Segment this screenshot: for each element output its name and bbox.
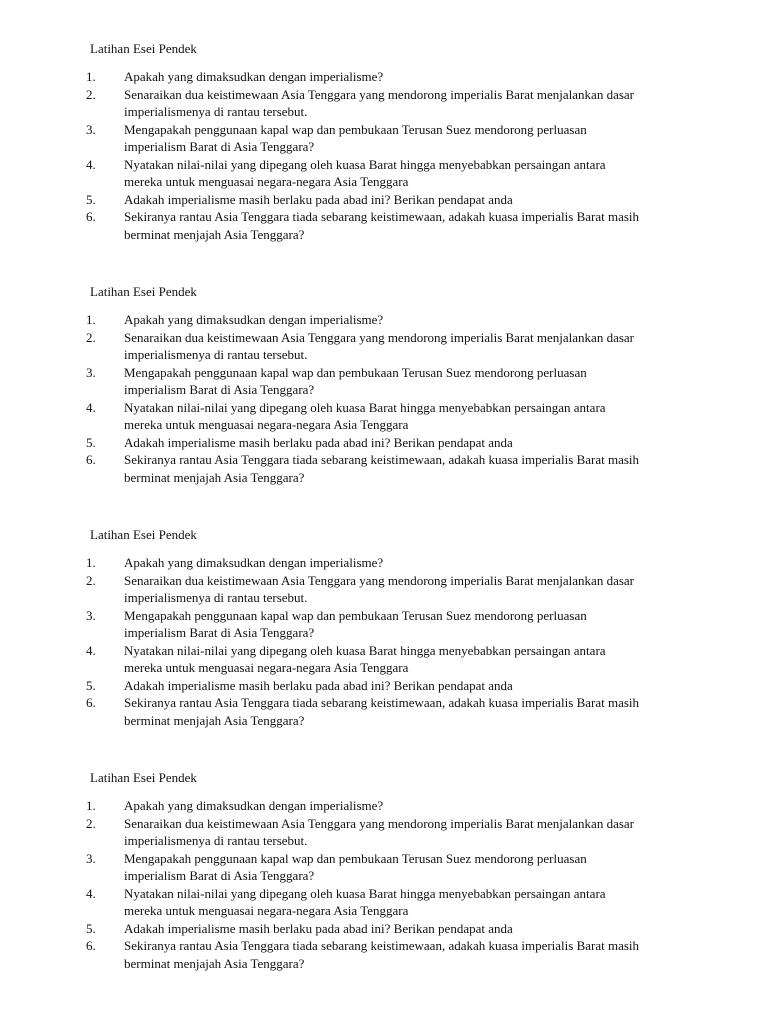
- question-item: [0, 121, 684, 156]
- question-text-line: Apakah yang dimaksudkan dengan imperialisme?: [124, 555, 384, 570]
- question-text-line: mereka untuk menguasai negara-negara Asia Tenggara: [124, 174, 409, 189]
- question-text-line: Senaraikan dua keistimewaan Asia Tenggara yang mendorong imperialis Barat menjalankan dasar: [124, 86, 635, 102]
- question-number: 1.: [86, 555, 96, 570]
- question-text-line: Sekiranya rantau Asia Tenggara tiada sebarang keistimewaan, adakah kuasa imperialis Barat masih: [124, 695, 640, 710]
- question-text-line: berminat menjajah Asia Tenggara?: [124, 226, 305, 242]
- question-item: [0, 572, 684, 607]
- question-text-line: Nyatakan nilai-nilai yang dipegang oleh kuasa Barat hingga menyebabkan persaingan antara: [124, 642, 606, 658]
- question-item: [0, 694, 684, 729]
- question-text-line: Adakah imperialisme masih berlaku pada abad ini? Berikan pendapat anda: [124, 434, 513, 450]
- question-text-line: imperialism Barat di Asia Tenggara?: [124, 139, 315, 154]
- question-item: [0, 86, 684, 121]
- question-number: 1.: [86, 69, 96, 84]
- question-number: 3.: [86, 850, 96, 866]
- question-text-line: imperialism Barat di Asia Tenggara?: [124, 382, 315, 397]
- question-text-line: Apakah yang dimaksudkan dengan imperialisme?: [124, 798, 384, 813]
- question-text-line: Apakah yang dimaksudkan dengan imperialisme?: [124, 69, 384, 84]
- question-text-line: Sekiranya rantau Asia Tenggara tiada sebarang keistimewaan, adakah kuasa imperialis Barat masih: [124, 452, 640, 467]
- question-text-line: imperialismenya di rantau tersebut.: [124, 833, 308, 848]
- question-text-line: berminat menjajah Asia Tenggara?: [124, 469, 305, 485]
- question-item: [0, 937, 684, 972]
- question-text-line: Senaraikan dua keistimewaan Asia Tenggara yang mendorong imperialis Barat menjalankan dasar: [124, 329, 635, 345]
- question-text-line: Nyatakan nilai-nilai yang dipegang oleh kuasa Barat hingga menyebabkan persaingan antara: [124, 399, 606, 415]
- question-text-line: berminat menjajah Asia Tenggara?: [124, 955, 305, 971]
- question-number: 6.: [86, 452, 96, 467]
- section-title: Latihan Esei Pendek: [90, 527, 197, 542]
- question-item: [0, 156, 684, 191]
- question-item: [0, 451, 684, 486]
- question-text-line: Adakah imperialisme masih berlaku pada abad ini? Berikan pendapat anda: [124, 191, 513, 207]
- question-number: 2.: [86, 329, 96, 345]
- question-item: [0, 399, 684, 434]
- question-list: [0, 797, 768, 972]
- question-text-line: mereka untuk menguasai negara-negara Asia Tenggara: [124, 903, 409, 918]
- question-list: [0, 554, 768, 729]
- section-title: Latihan Esei Pendek: [90, 41, 197, 56]
- question-item: [0, 311, 684, 329]
- question-text-line: imperialismenya di rantau tersebut.: [124, 590, 308, 605]
- question-text-line: Mengapakah penggunaan kapal wap dan pembukaan Terusan Suez mendorong perluasan: [124, 607, 587, 623]
- question-number: 6.: [86, 938, 96, 953]
- question-number: 5.: [86, 434, 96, 450]
- question-item: [0, 208, 684, 243]
- question-item: [0, 815, 684, 850]
- question-text-line: Adakah imperialisme masih berlaku pada abad ini? Berikan pendapat anda: [124, 920, 513, 936]
- question-item: [0, 797, 684, 815]
- question-text-line: Nyatakan nilai-nilai yang dipegang oleh kuasa Barat hingga menyebabkan persaingan antara: [124, 885, 606, 901]
- question-number: 4.: [86, 399, 96, 415]
- question-item: [0, 68, 684, 86]
- section-title: Latihan Esei Pendek: [90, 770, 197, 785]
- question-number: 3.: [86, 607, 96, 623]
- question-text-line: Senaraikan dua keistimewaan Asia Tenggara yang mendorong imperialis Barat menjalankan dasar: [124, 572, 635, 588]
- question-number: 5.: [86, 920, 96, 936]
- question-text-line: Senaraikan dua keistimewaan Asia Tenggara yang mendorong imperialis Barat menjalankan dasar: [124, 815, 635, 831]
- question-number: 4.: [86, 642, 96, 658]
- question-item: [0, 677, 684, 695]
- question-text-line: berminat menjajah Asia Tenggara?: [124, 712, 305, 728]
- question-number: 5.: [86, 191, 96, 207]
- question-number: 6.: [86, 209, 96, 224]
- question-item: [0, 885, 684, 920]
- question-item: [0, 607, 684, 642]
- question-number: 1.: [86, 798, 96, 813]
- question-list: [0, 68, 768, 243]
- question-item: [0, 642, 684, 677]
- question-number: 1.: [86, 312, 96, 327]
- question-text-line: Mengapakah penggunaan kapal wap dan pembukaan Terusan Suez mendorong perluasan: [124, 121, 587, 137]
- question-text-line: imperialismenya di rantau tersebut.: [124, 104, 308, 119]
- question-text-line: Mengapakah penggunaan kapal wap dan pembukaan Terusan Suez mendorong perluasan: [124, 364, 587, 380]
- question-number: 3.: [86, 121, 96, 137]
- question-number: 4.: [86, 885, 96, 901]
- question-item: [0, 920, 684, 938]
- question-text-line: mereka untuk menguasai negara-negara Asia Tenggara: [124, 660, 409, 675]
- question-text-line: imperialismenya di rantau tersebut.: [124, 347, 308, 362]
- question-item: [0, 364, 684, 399]
- section-title: Latihan Esei Pendek: [90, 284, 197, 299]
- question-text-line: Apakah yang dimaksudkan dengan imperialisme?: [124, 312, 384, 327]
- question-item: [0, 434, 684, 452]
- question-text-line: imperialism Barat di Asia Tenggara?: [124, 625, 315, 640]
- question-text-line: Nyatakan nilai-nilai yang dipegang oleh kuasa Barat hingga menyebabkan persaingan antara: [124, 156, 606, 172]
- question-text-line: Sekiranya rantau Asia Tenggara tiada sebarang keistimewaan, adakah kuasa imperialis Barat masih: [124, 209, 640, 224]
- question-number: 2.: [86, 86, 96, 102]
- question-number: 3.: [86, 364, 96, 380]
- question-item: [0, 191, 684, 209]
- question-number: 4.: [86, 156, 96, 172]
- question-list: [0, 311, 768, 486]
- question-number: 6.: [86, 695, 96, 710]
- question-text-line: Adakah imperialisme masih berlaku pada abad ini? Berikan pendapat anda: [124, 677, 513, 693]
- question-number: 5.: [86, 677, 96, 693]
- question-item: [0, 329, 684, 364]
- question-item: [0, 554, 684, 572]
- question-text-line: imperialism Barat di Asia Tenggara?: [124, 868, 315, 883]
- question-number: 2.: [86, 815, 96, 831]
- question-item: [0, 850, 684, 885]
- question-text-line: Sekiranya rantau Asia Tenggara tiada sebarang keistimewaan, adakah kuasa imperialis Barat masih: [124, 938, 640, 953]
- question-text-line: Mengapakah penggunaan kapal wap dan pembukaan Terusan Suez mendorong perluasan: [124, 850, 587, 866]
- question-number: 2.: [86, 572, 96, 588]
- question-text-line: mereka untuk menguasai negara-negara Asia Tenggara: [124, 417, 409, 432]
